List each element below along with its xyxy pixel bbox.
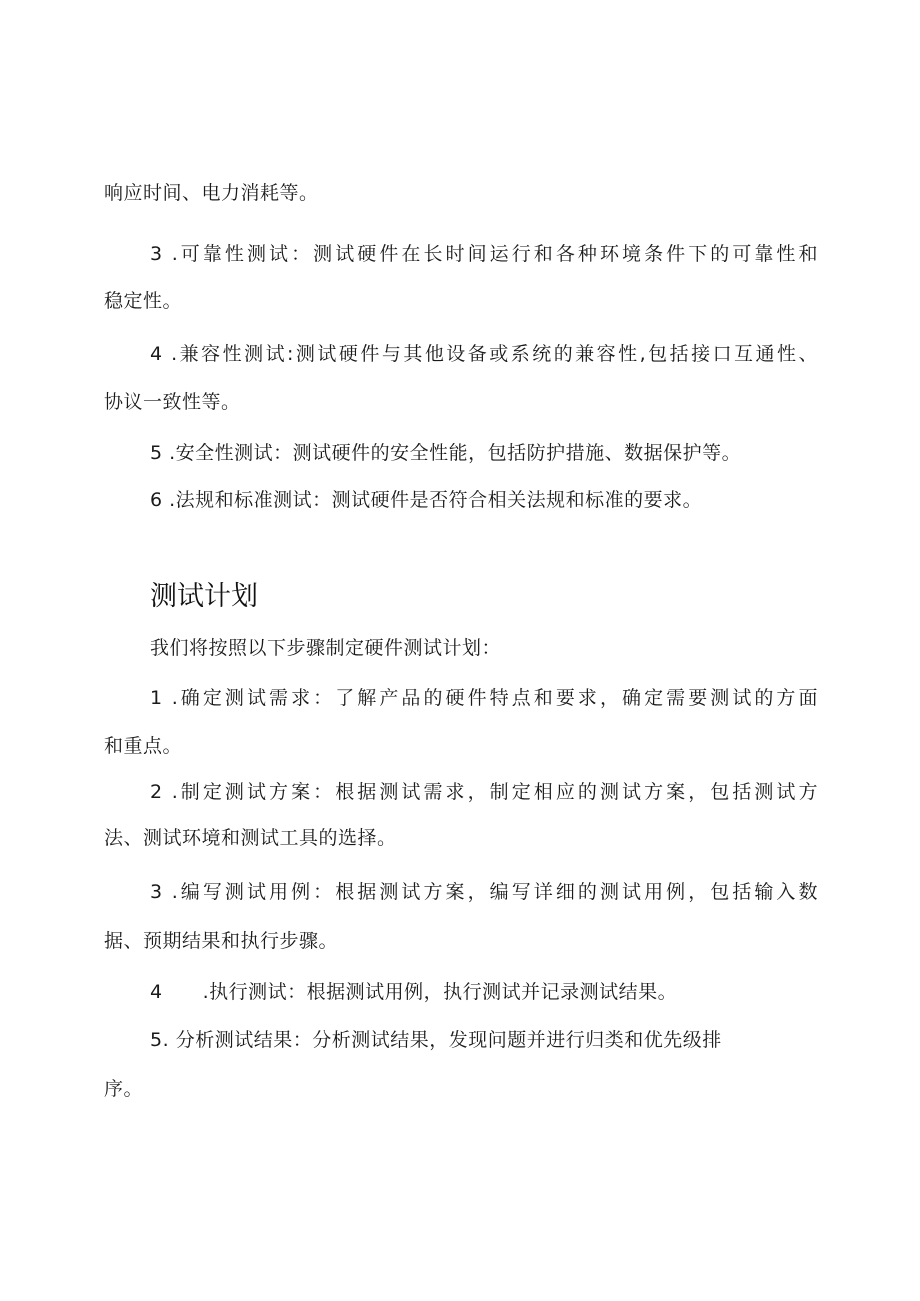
list-item-number: 3 (150, 243, 163, 265)
list-item-number: 4 (150, 981, 163, 1003)
list-item-text: .确定测试需求：了解产品的硬件特点和要求，确定需要测试的方面 (171, 687, 818, 709)
list-item-text: 分析测试结果：分析测试结果，发现问题并进行归类和优先级排 (175, 1029, 722, 1051)
plan-step-2-continuation: 法、测试环境和测试工具的选择。 (104, 827, 397, 849)
list-item-compatibility-continuation: 协议一致性等。 (104, 391, 241, 413)
plan-step-3-continuation: 据、预期结果和执行步骤。 (104, 930, 339, 952)
plan-step-5 (150, 1027, 722, 1053)
list-item-text: .兼容性测试:测试硬件与其他设备或系统的兼容性,包括接口互通性、 (171, 343, 819, 365)
list-item-number: 5. (150, 1029, 170, 1051)
list-item-number: 4 (150, 343, 163, 365)
plan-step-1 (150, 685, 818, 711)
plan-step-3 (150, 879, 818, 905)
list-item-number: 2 (150, 781, 163, 803)
section-heading: 测试计划 (150, 581, 258, 612)
list-item-security (150, 440, 741, 466)
section-intro: 我们将按照以下步骤制定硬件测试计划： (150, 637, 502, 659)
list-item-reliability (150, 241, 818, 267)
list-item-reliability-continuation: 稳定性。 (104, 290, 183, 312)
list-item-regulation (150, 487, 702, 513)
paragraph-continuation: 响应时间、电力消耗等。 (104, 182, 319, 204)
plan-step-4 (150, 979, 677, 1005)
plan-step-1-continuation: 和重点。 (104, 735, 183, 757)
list-item-text: .制定测试方案：根据测试需求，制定相应的测试方案，包括测试方 (171, 781, 818, 803)
list-item-text: .可靠性测试：测试硬件在长时间运行和各种环境条件下的可靠性和 (171, 243, 818, 265)
list-item-text: .执行测试：根据测试用例，执行测试并记录测试结果。 (202, 981, 678, 1003)
plan-step-5-continuation: 序。 (104, 1078, 144, 1100)
list-item-text: .编写测试用例：根据测试方案，编写详细的测试用例，包括输入数 (171, 881, 818, 903)
list-item-number: 6 (150, 489, 163, 511)
list-item-compatibility (150, 341, 818, 367)
plan-step-2 (150, 779, 818, 805)
list-item-text: .安全性测试：测试硬件的安全性能，包括防护措施、数据保护等。 (169, 442, 742, 464)
list-item-number: 3 (150, 881, 163, 903)
list-item-text: .法规和标准测试：测试硬件是否符合相关法规和标准的要求。 (169, 489, 703, 511)
list-item-number: 1 (150, 687, 163, 709)
list-item-number: 5 (150, 442, 163, 464)
